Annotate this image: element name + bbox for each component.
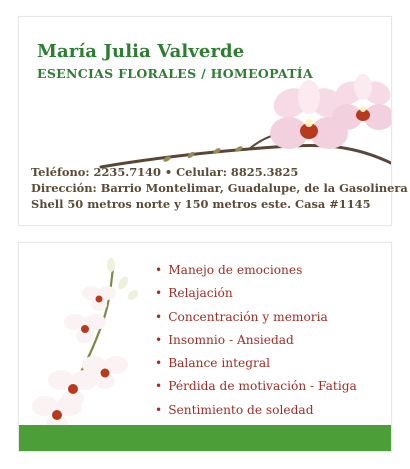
business-card-front xyxy=(18,16,408,226)
contact-phone-line: Teléfono: 2235.7140 • Celular: 8825.3825 xyxy=(31,165,299,179)
bullet-icon: • xyxy=(155,402,163,417)
bullet-icon: • xyxy=(155,309,163,324)
list-item: • Balance integral xyxy=(155,356,270,371)
benefits-list xyxy=(155,259,357,422)
bullet-icon: • xyxy=(155,286,163,301)
contact-address-line: Dirección: Barrio Montelimar, Guadalupe, de la Gasolinera xyxy=(31,181,408,195)
list-item: • Pérdida de motivación - Fatiga xyxy=(155,379,357,394)
list-item: • Relajación xyxy=(155,286,233,301)
bullet-icon: • xyxy=(155,332,163,347)
list-item: • Insomnio - Ansiedad xyxy=(155,332,294,347)
bullet-icon: • xyxy=(155,263,163,277)
list-item: • Manejo de emociones xyxy=(155,263,303,277)
orchid-stem-icon xyxy=(19,255,159,451)
business-card-back xyxy=(18,242,392,452)
profession-title: ESENCIAS FLORALES / HOMEOPATÍA xyxy=(37,66,313,81)
bullet-icon: • xyxy=(155,356,163,371)
contact-address-line-2: Shell 50 metros norte y 150 metros este. Casa #1145 xyxy=(31,197,371,211)
list-item: • Sentimiento de soledad xyxy=(155,402,314,417)
person-name: María Julia Valverde xyxy=(37,41,245,62)
contact-block xyxy=(31,164,408,212)
bullet-icon: • xyxy=(155,379,163,394)
list-item: • Concentración y memoria xyxy=(155,309,328,324)
footer-green-bar xyxy=(19,425,391,451)
